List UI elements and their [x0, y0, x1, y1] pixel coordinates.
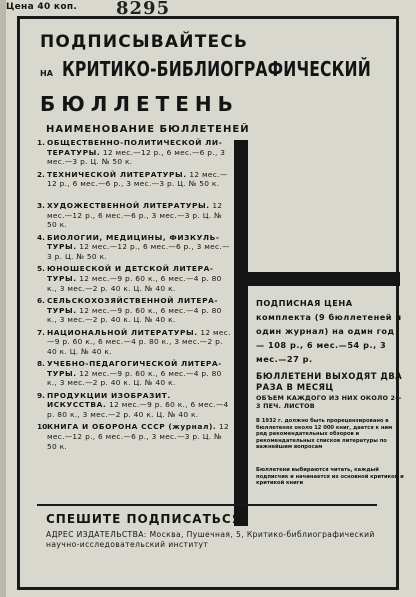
item-number: 3.: [37, 201, 45, 211]
heading-subscribe: ПОДПИСЫВАЙТЕСЬ: [40, 32, 249, 52]
item-title: БИОЛОГИИ, МЕДИЦИНЫ, ФИЗКУЛЬ-ТУРЫ.: [47, 232, 220, 252]
item-number: 1.: [37, 138, 45, 147]
subscription-price: ПОДПИСНАЯ ЦЕНА комплекта (9 бюллетеней и один журнал) на один год — 108 р., 6 мес.—54 р., 3 мес.—27 р.: [256, 298, 402, 364]
item-text: [47, 233, 233, 262]
item-number: 5.: [37, 264, 45, 274]
item-number: 10.: [37, 422, 51, 432]
list-item: [37, 138, 233, 170]
item-number: 4.: [37, 232, 45, 242]
price-note: Цена 40 коп.: [6, 2, 78, 12]
item-prices: 12 мес.—12 р., 6 мес.—6 р., 3 мес.—3 р. Ц. № 50 к.: [47, 422, 230, 451]
item-number: 6.: [37, 295, 45, 305]
item-text: [47, 359, 233, 388]
review-note: В 1932 г. должно быть прорецензировано в бюллетенях около 12 000 книг, дается к ним ряд рекомендательных обзоров и рекомендательных списков литературы по важнейшим вопросам: [256, 418, 393, 451]
item-prices: 12 мес.—12 р., 6 мес.—6 р., 3 мес.—3 р. Ц. № 50 к.: [47, 201, 223, 230]
list-title: НАИМЕНОВАНИЕ БЮЛЛЕТЕНЕЙ: [46, 124, 250, 135]
scan-edge: [0, 0, 6, 597]
item-text: [47, 264, 233, 293]
item-text: [47, 170, 233, 189]
publisher-address: АДРЕС ИЗДАТЕЛЬСТВА: Москва, Пушечная, 5, Критико-библиографический научно-исследовательский институт: [46, 530, 375, 549]
list-item: [37, 296, 233, 328]
item-text: [47, 391, 233, 420]
item-title: ЮНОШЕСКОЙ И ДЕТСКОЙ ЛИТЕРА-ТУРЫ.: [47, 264, 214, 283]
item-title: ПРОДУКЦИИ ИЗОБРАЗИТ. ИСКУССТВА.: [47, 390, 171, 410]
list-item: [37, 201, 233, 233]
item-title: НАЦИОНАЛЬНОЙ ЛИТЕРАТУРЫ.: [47, 327, 198, 337]
item-number: 7.: [37, 327, 45, 337]
item-prices: 12 мес.—12 р., 6 мес.—6 р., 3 мес.—3 р. Ц. № 50 к.: [47, 147, 226, 167]
catalog-stamp: 8295: [116, 0, 171, 19]
vertical-rule: [234, 140, 248, 526]
item-text: [47, 201, 233, 230]
item-prices: 12 мес.—9 р. 60 к., 6 мес.—4 р. 80 к., 3 мес.—2 р. 40 к. Ц. № 40 к.: [47, 327, 231, 356]
item-prices: 12 мес.—9 р. 60 к., 6 мес.—4 р. 80 к., 3 мес.—2 р. 40 к. Ц. № 40 к.: [47, 400, 229, 419]
item-title: УЧЕБНО-ПЕДАГОГИЧЕСКОЙ ЛИТЕРА-ТУРЫ.: [47, 359, 222, 378]
list-item: [37, 170, 233, 202]
list-item: [37, 391, 233, 423]
item-title: ХУДОЖЕСТВЕННОЙ ЛИТЕРАТУРЫ.: [47, 201, 210, 211]
item-text: [47, 422, 233, 451]
item-text: [47, 296, 233, 325]
item-number: 2.: [37, 169, 45, 179]
item-prices: 12 мес.—9 р. 60 к., 6 мес.—4 р. 80 к., 3 мес.—2 р. 40 к. Ц. № 40 к.: [47, 305, 222, 325]
item-title: ТЕХНИЧЕСКОЙ ЛИТЕРАТУРЫ.: [47, 169, 187, 179]
item-text: [47, 328, 233, 357]
bottom-rule: [37, 504, 377, 506]
item-title: ОБЩЕСТВЕННО-ПОЛИТИЧЕСКОЙ ЛИ-ТЕРАТУРЫ.: [47, 138, 223, 157]
heading-bulletin-kind: КРИТИКО-БИБЛИОГРАФИЧЕСКИЙ: [62, 57, 371, 81]
item-title: КНИГА И ОБОРОНА СССР (журнал).: [47, 422, 217, 432]
call-to-action: СПЕШИТЕ ПОДПИСАТЬСЯ: [46, 512, 242, 526]
item-prices: 12 мес.—12 р., 6 мес.—6 р., 3 мес.—3 р. Ц. № 50 к.: [47, 242, 230, 261]
list-item: [37, 422, 233, 454]
horizontal-rule: [248, 272, 400, 286]
list-item: [37, 359, 233, 391]
item-prices: 12 мес.—12 р., 6 мес.—6 р., 3 мес.—3 р. Ц. № 50 к.: [47, 169, 228, 189]
item-title: СЕЛЬСКОХОЗЯЙСТВЕННОЙ ЛИТЕРА-ТУРЫ.: [47, 295, 219, 315]
item-number: 9.: [37, 390, 45, 400]
item-prices: 12 мес.—9 р. 60 к., 6 мес.—4 р. 80 к., 3 мес.—2 р. 40 к. Ц. № 40 к.: [47, 273, 222, 293]
item-number: 8.: [37, 359, 45, 369]
reader-note: Бюллетени выбираются читать, каждый подписчик и начинается их основной критикой и критикой книги: [256, 467, 404, 487]
heading-bulletin: БЮЛЛЕТЕНЬ: [40, 92, 239, 116]
heading-na: НА: [40, 69, 53, 78]
list-item: [37, 264, 233, 296]
list-item: [37, 233, 233, 265]
item-prices: 12 мес.—9 р. 60 к., 6 мес.—4 р. 80 к., 3 мес.—2 р. 40 к. Ц. № 40 к.: [47, 368, 222, 388]
frequency-note: БЮЛЛЕТЕНИ ВЫХОДЯТ ДВА РАЗА В МЕСЯЦ: [256, 371, 403, 392]
list-item: [37, 328, 233, 360]
volume-note: ОБЪЕМ КАЖДОГО ИЗ НИХ ОКОЛО 2—3 ПЕЧ. ЛИСТОВ: [256, 394, 402, 410]
item-text: [47, 138, 233, 167]
bulletin-list: [37, 138, 233, 454]
